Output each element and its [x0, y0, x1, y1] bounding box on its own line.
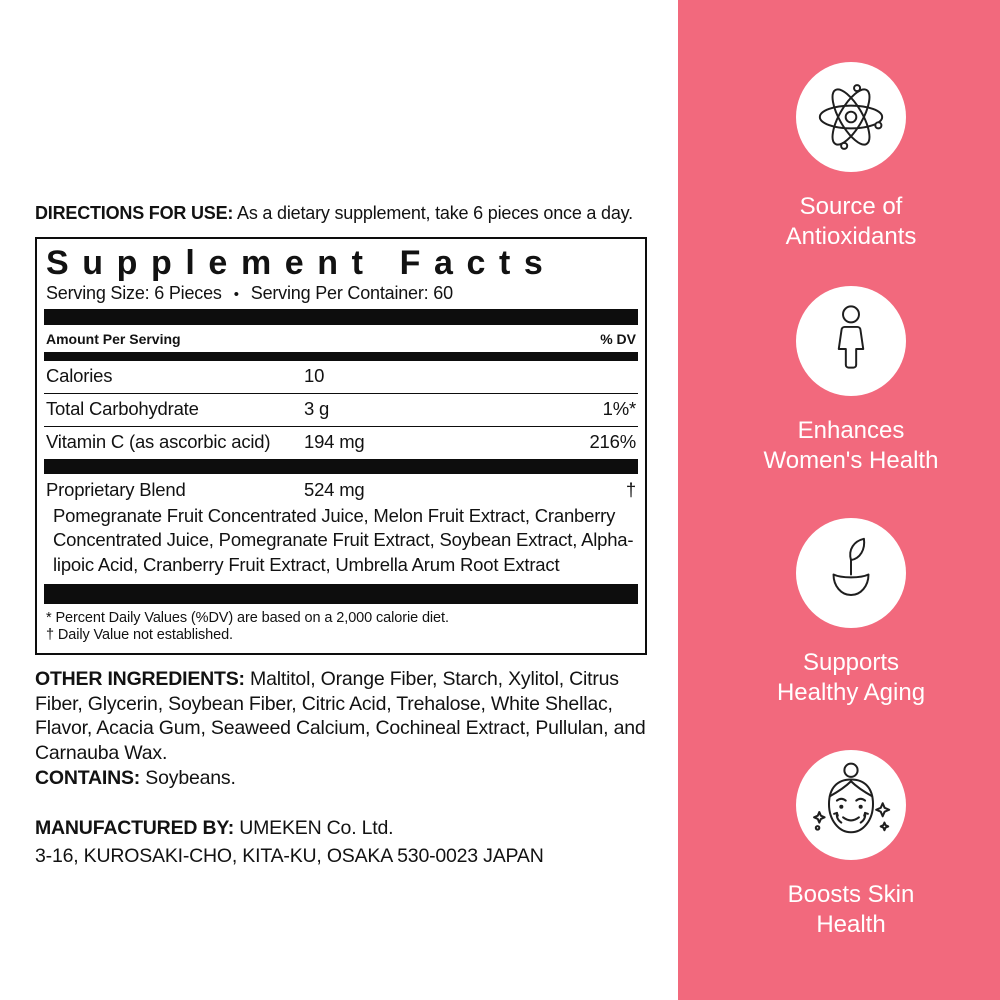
- nutrient-amount: 194 mg: [304, 431, 365, 453]
- bullet-separator: •: [233, 286, 239, 304]
- divider-bar-medium: [44, 352, 638, 361]
- footnotes: [44, 604, 638, 647]
- woman-icon: [813, 303, 889, 379]
- benefit-antioxidants: [702, 62, 1000, 252]
- benefit-skin-health: [702, 750, 1000, 940]
- benefit-circle: [796, 286, 906, 396]
- other-ingredients: [35, 667, 647, 767]
- sprout-icon: [813, 535, 889, 611]
- nutrient-name: Total Carbohydrate: [46, 398, 199, 420]
- face-icon: [807, 761, 895, 849]
- benefit-label-line1: Source of: [799, 193, 903, 220]
- atom-icon: [813, 79, 889, 155]
- nutrient-name: Calories: [46, 365, 113, 387]
- directions-for-use: [35, 203, 647, 224]
- benefit-circle: [796, 750, 906, 860]
- manufacturer-name: UMEKEN Co. Ltd.: [234, 817, 394, 840]
- footnote-dv: * Percent Daily Values (%DV) are based on a 2,000 calorie diet.: [46, 609, 449, 626]
- benefit-label-line1: Supports: [802, 649, 900, 676]
- facts-column-header: [44, 325, 638, 352]
- benefit-label: [702, 880, 1000, 940]
- benefit-circle: [796, 518, 906, 628]
- other-ingredients-label: OTHER INGREDIENTS:: [35, 667, 245, 690]
- divider-bar-medium: [44, 459, 638, 474]
- benefit-label-line2: Healthy Aging: [776, 679, 926, 706]
- directions-text: As a dietary supplement, take 6 pieces once a day.: [233, 203, 633, 223]
- contains-label: CONTAINS:: [35, 767, 141, 790]
- blend-name: Proprietary Blend: [46, 479, 186, 501]
- blend-ingredients: Pomegranate Fruit Concentrated Juice, Melon Fruit Extract, Cranberry Concentrated Juice, Pomegranate Fruit Extract, Soybean Extract, Alpha-lipoic Acid, Cranberry Fruit Extract, Umbrella Arum Root Extract: [53, 505, 634, 575]
- footnote-dagger: † Daily Value not established.: [46, 627, 233, 644]
- nutrient-name: Vitamin C (as ascorbic acid): [46, 431, 271, 453]
- manufacturer-info: [35, 815, 647, 870]
- nutrient-dv: 216%: [589, 431, 636, 453]
- benefit-label-line2: Women's Health: [763, 447, 939, 474]
- contains-statement: [35, 766, 647, 791]
- serving-size: Serving Size: 6 Pieces: [46, 283, 222, 304]
- benefit-label-line2: Health: [816, 911, 886, 938]
- servings-per-container: Serving Per Container: 60: [250, 283, 453, 304]
- supplement-facts-panel: [35, 237, 647, 655]
- supplement-facts-title: Supplement Facts: [46, 244, 557, 282]
- percent-dv-label: % DV: [600, 331, 636, 348]
- contains-text: Soybeans.: [140, 767, 236, 790]
- blend-dv-dagger: †: [625, 479, 636, 501]
- serving-info: [44, 282, 638, 309]
- nutrient-amount: 3 g: [304, 398, 330, 420]
- benefit-label: [702, 416, 1000, 476]
- blend-amount: 524 mg: [304, 479, 365, 501]
- nutrient-dv: 1%*: [602, 398, 636, 420]
- manufacturer-address: 3-16, KUROSAKI-CHO, KITA-KU, OSAKA 530-0023 JAPAN: [35, 845, 544, 868]
- amount-per-serving-label: Amount Per Serving: [46, 331, 181, 348]
- benefit-label-line1: Enhances: [797, 417, 905, 444]
- manufactured-by-label: MANUFACTURED BY:: [35, 817, 235, 840]
- other-ingredients-text: Maltitol, Orange Fiber, Starch, Xylitol, Citrus Fiber, Glycerin, Soybean Fiber, Citric Acid, Trehalose, White Shellac, Flavor, Acacia Gum, Seaweed Calcium, Cochineal Extract, Pullulan, and Carnauba Wax.: [35, 667, 646, 765]
- benefit-label: [702, 192, 1000, 252]
- label-content: [35, 203, 647, 871]
- benefit-circle: [796, 62, 906, 172]
- benefit-womens-health: [702, 286, 1000, 476]
- benefit-label-line1: Boosts Skin: [787, 881, 915, 908]
- nutrient-amount: 10: [304, 365, 325, 387]
- benefit-healthy-aging: [702, 518, 1000, 708]
- table-row-vitamin-c: [44, 426, 638, 459]
- benefit-label: [702, 648, 1000, 708]
- proprietary-blend-row: [46, 479, 636, 501]
- benefit-label-line2: Antioxidants: [785, 223, 917, 250]
- manufacturer-line: [35, 815, 647, 843]
- table-row-calories: [44, 361, 638, 393]
- benefits-sidebar: [678, 0, 1000, 1000]
- proprietary-blend-section: [44, 474, 638, 584]
- table-row-carbohydrate: [44, 393, 638, 426]
- divider-bar-thick: [44, 309, 638, 325]
- divider-bar-thick: [44, 584, 638, 604]
- directions-label: DIRECTIONS FOR USE:: [35, 203, 234, 223]
